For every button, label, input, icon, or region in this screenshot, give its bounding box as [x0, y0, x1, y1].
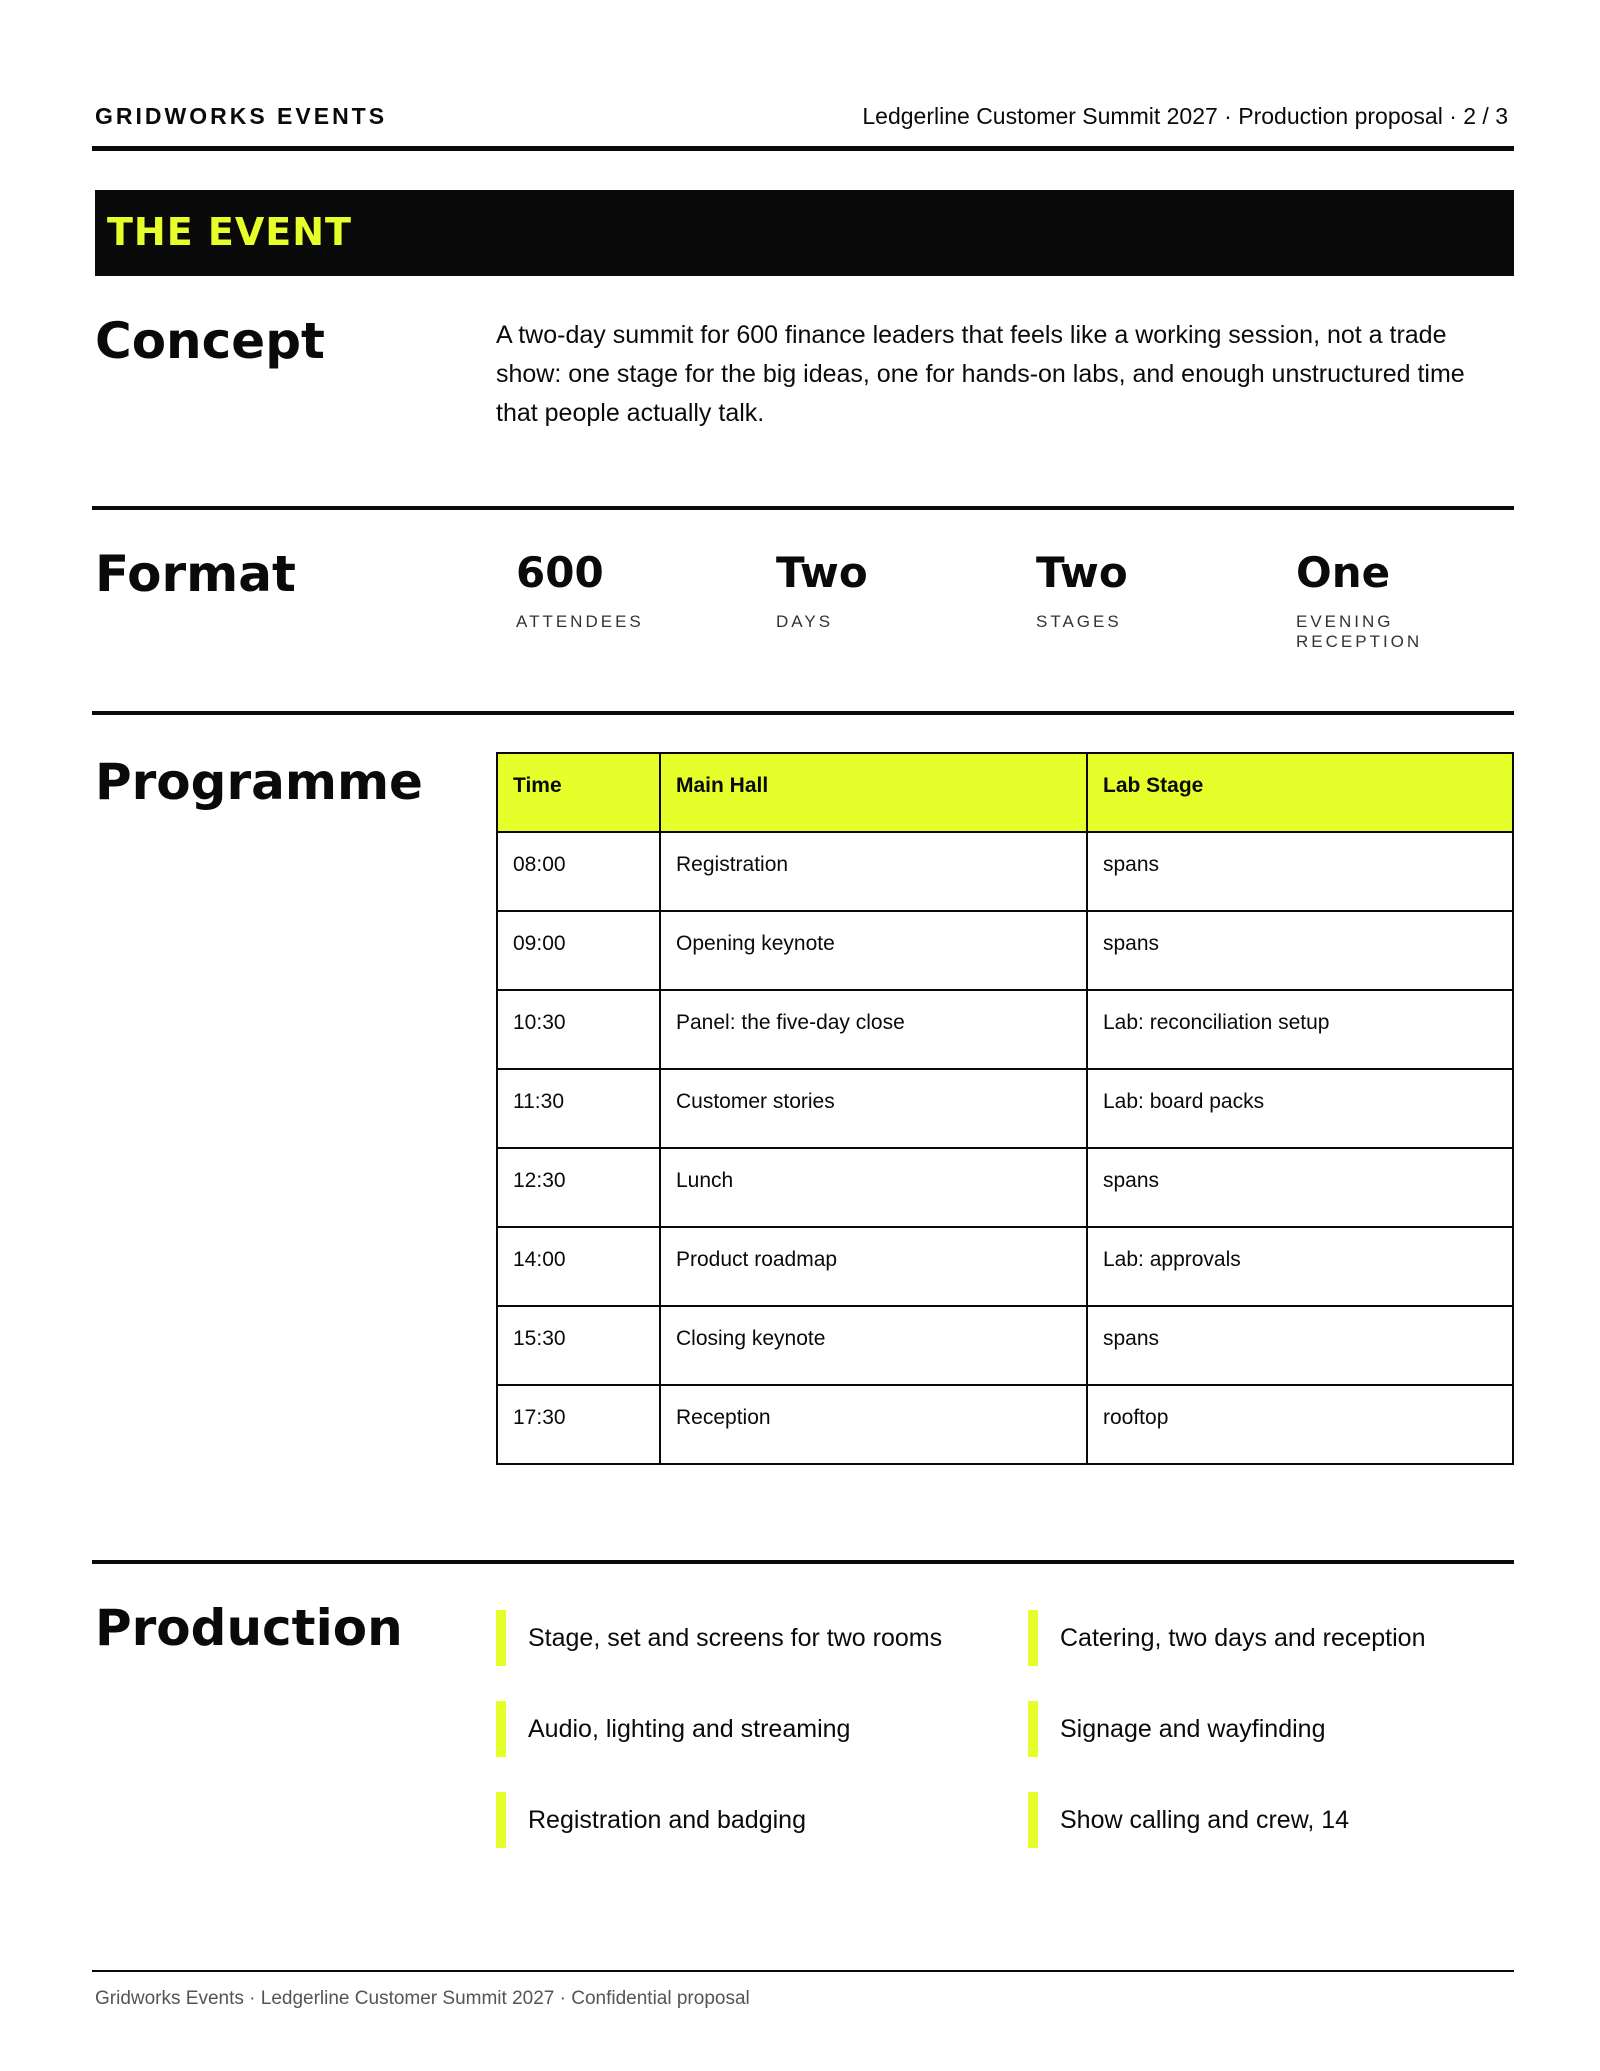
production-item: [1028, 1714, 1325, 1744]
cell-main-hall: Panel: the five-day close: [660, 990, 1087, 1069]
accent-bar: [496, 1792, 506, 1848]
concept-heading: Concept: [95, 312, 325, 370]
column-header-time: Time: [497, 753, 660, 832]
cell-main-hall: Product roadmap: [660, 1227, 1087, 1306]
stat-label: STAGES: [1036, 612, 1122, 631]
production-item: [1028, 1623, 1426, 1653]
cell-lab-stage: Lab: reconciliation setup: [1087, 990, 1513, 1069]
production-item: [496, 1623, 942, 1653]
footer-text: Gridworks Events · Ledgerline Customer Summit 2027 · Confidential proposal: [95, 1988, 750, 2009]
header-rule: [92, 146, 1514, 151]
table-row: [497, 1227, 1513, 1306]
brand-name: GRIDWORKS EVENTS: [95, 103, 388, 129]
cell-main-hall: Customer stories: [660, 1069, 1087, 1148]
cell-main-hall: Opening keynote: [660, 911, 1087, 990]
cell-time: 15:30: [497, 1306, 660, 1385]
table-row: [497, 1306, 1513, 1385]
production-item: [496, 1714, 850, 1744]
banner-title: THE EVENT: [107, 210, 352, 254]
cell-time: 08:00: [497, 832, 660, 911]
accent-bar: [1028, 1792, 1038, 1848]
format-heading: Format: [95, 545, 296, 603]
stat-label: DAYS: [776, 612, 834, 631]
section-divider: [92, 1560, 1514, 1564]
stat-value: Two: [1036, 548, 1128, 597]
production-item-label: Signage and wayfinding: [1060, 1715, 1326, 1743]
cell-time: 10:30: [497, 990, 660, 1069]
production-item-label: Audio, lighting and streaming: [528, 1715, 851, 1743]
cell-main-hall: Registration: [660, 832, 1087, 911]
cell-lab-stage: spans: [1087, 832, 1513, 911]
accent-bar: [496, 1701, 506, 1757]
table-row: [497, 1385, 1513, 1464]
production-item-label: Registration and badging: [528, 1806, 806, 1834]
stat-value: One: [1296, 548, 1391, 597]
section-divider: [92, 506, 1514, 510]
table-row: [497, 990, 1513, 1069]
cell-lab-stage: spans: [1087, 911, 1513, 990]
table-row: [497, 911, 1513, 990]
accent-bar: [1028, 1610, 1038, 1666]
accent-bar: [496, 1610, 506, 1666]
cell-lab-stage: Lab: approvals: [1087, 1227, 1513, 1306]
cell-time: 14:00: [497, 1227, 660, 1306]
production-item: [496, 1805, 806, 1835]
stat-label: EVENING RECEPTION: [1296, 612, 1423, 651]
cell-time: 11:30: [497, 1069, 660, 1148]
production-heading: Production: [95, 1599, 403, 1657]
footer-rule: [92, 1970, 1514, 1972]
table-row: [497, 832, 1513, 911]
accent-bar: [1028, 1701, 1038, 1757]
table-row: [497, 1148, 1513, 1227]
cell-time: 12:30: [497, 1148, 660, 1227]
table-header-row: [497, 753, 1513, 832]
cell-lab-stage: spans: [1087, 1148, 1513, 1227]
programme-heading: Programme: [95, 753, 423, 811]
stat-label: ATTENDEES: [516, 612, 644, 631]
cell-main-hall: Reception: [660, 1385, 1087, 1464]
stat-attendees: [516, 548, 766, 632]
stat-value: Two: [776, 548, 868, 597]
production-item-label: Stage, set and screens for two rooms: [528, 1624, 943, 1652]
table-row: [497, 1069, 1513, 1148]
programme-table: [496, 752, 1514, 1465]
stat-stages: [1036, 548, 1286, 632]
cell-time: 09:00: [497, 911, 660, 990]
concept-body: A two-day summit for 600 finance leaders that feels like a working session, not a trade show: one stage for the big ideas, one for hands-on labs, and enough unstructured time that people actually talk.: [496, 321, 1465, 427]
cell-lab-stage: rooftop: [1087, 1385, 1513, 1464]
stat-reception: [1296, 548, 1526, 652]
production-item-label: Show calling and crew, 14: [1060, 1806, 1350, 1834]
cell-main-hall: Closing keynote: [660, 1306, 1087, 1385]
cell-lab-stage: Lab: board packs: [1087, 1069, 1513, 1148]
stat-value: 600: [516, 548, 604, 597]
cell-time: 17:30: [497, 1385, 660, 1464]
column-header-lab-stage: Lab Stage: [1087, 753, 1513, 832]
section-divider: [92, 711, 1514, 715]
cell-main-hall: Lunch: [660, 1148, 1087, 1227]
column-header-main-hall: Main Hall: [660, 753, 1087, 832]
section-banner: [95, 190, 1514, 276]
stat-days: [776, 548, 1026, 632]
production-item-label: Catering, two days and reception: [1060, 1624, 1426, 1652]
cell-lab-stage: spans: [1087, 1306, 1513, 1385]
document-meta: Ledgerline Customer Summit 2027 · Production proposal · 2 / 3: [862, 103, 1508, 129]
production-item: [1028, 1805, 1349, 1835]
